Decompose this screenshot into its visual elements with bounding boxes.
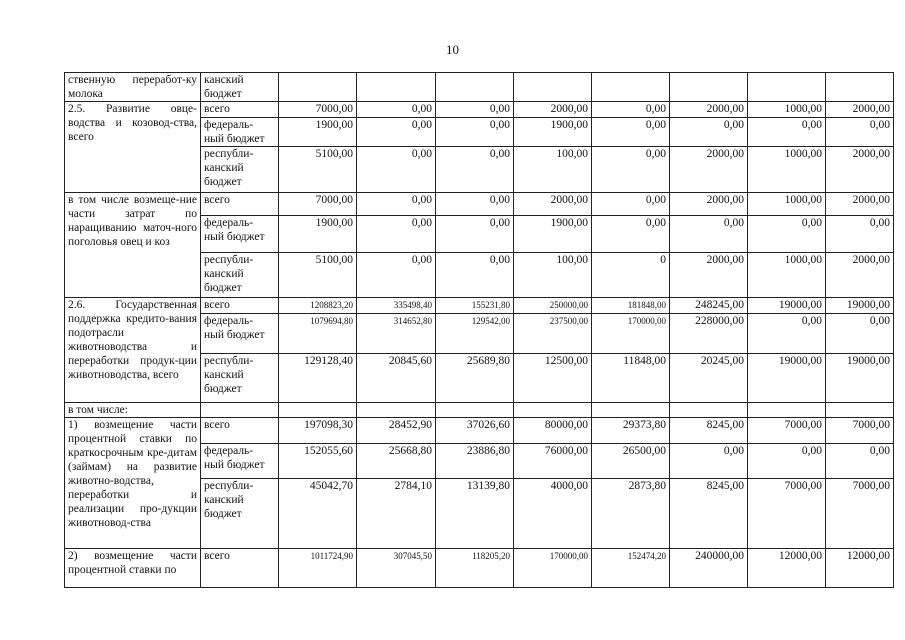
funding-source-cell: федераль- ный бюджет [201, 314, 279, 354]
funding-source-cell: федераль- ный бюджет [201, 118, 279, 147]
program-cell: 2) возмещение части процентной ставки по [65, 549, 201, 588]
funding-source-cell: всего [201, 193, 279, 216]
table-row [65, 73, 894, 102]
value-cell: 0,00 [826, 444, 894, 479]
value-cell: 0,00 [436, 118, 514, 147]
value-cell: 314652,80 [357, 314, 436, 354]
value-cell: 0,00 [436, 102, 514, 118]
value-cell: 13139,80 [436, 479, 514, 549]
value-cell: 1000,00 [748, 193, 826, 216]
value-cell [514, 403, 592, 418]
value-cell: 45042,70 [279, 479, 357, 549]
funding-source-cell: федераль- ный бюджет [201, 216, 279, 253]
value-cell: 1000,00 [748, 253, 826, 298]
value-cell: 0,00 [357, 216, 436, 253]
value-cell: 0,00 [748, 314, 826, 354]
value-cell: 25689,80 [436, 354, 514, 403]
value-cell: 0,00 [592, 102, 670, 118]
value-cell [826, 403, 894, 418]
value-cell: 335498,40 [357, 298, 436, 314]
value-cell: 250000,00 [514, 298, 592, 314]
value-cell: 2000,00 [826, 193, 894, 216]
value-cell: 12500,00 [514, 354, 592, 403]
funding-source-cell: всего [201, 298, 279, 314]
value-cell: 2873,80 [592, 479, 670, 549]
value-cell: 2000,00 [826, 147, 894, 193]
value-cell [357, 403, 436, 418]
value-cell: 2000,00 [670, 102, 748, 118]
program-cell: 1) возмещение части процентной ставки по краткосрочным кре-дитам (займам) на развитие животно-водства, переработки и реализации про-дукции животновод-ства [65, 418, 201, 549]
value-cell: 237500,00 [514, 314, 592, 354]
value-cell: 7000,00 [826, 479, 894, 549]
value-cell: 7000,00 [748, 479, 826, 549]
value-cell: 0,00 [436, 147, 514, 193]
value-cell [826, 73, 894, 102]
value-cell [670, 403, 748, 418]
value-cell: 2000,00 [826, 102, 894, 118]
value-cell: 1900,00 [279, 118, 357, 147]
value-cell: 0,00 [670, 216, 748, 253]
funding-source-cell: канский бюджет [201, 73, 279, 102]
funding-source-cell: республи- канский бюджет [201, 354, 279, 403]
value-cell: 0,00 [357, 118, 436, 147]
value-cell [514, 73, 592, 102]
value-cell: 0,00 [670, 118, 748, 147]
value-cell: 248245,00 [670, 298, 748, 314]
value-cell: 170000,00 [592, 314, 670, 354]
value-cell: 23886,80 [436, 444, 514, 479]
value-cell [592, 403, 670, 418]
value-cell: 12000,00 [748, 549, 826, 588]
value-cell: 2000,00 [670, 193, 748, 216]
value-cell: 1900,00 [279, 216, 357, 253]
value-cell: 7000,00 [826, 418, 894, 444]
value-cell: 181848,00 [592, 298, 670, 314]
table-row [65, 298, 894, 314]
value-cell: 0,00 [826, 216, 894, 253]
value-cell: 152474,20 [592, 549, 670, 588]
value-cell: 2000,00 [670, 147, 748, 193]
page-number: 10 [446, 42, 459, 57]
value-cell: 1900,00 [514, 216, 592, 253]
value-cell: 0,00 [357, 147, 436, 193]
value-cell: 155231,80 [436, 298, 514, 314]
value-cell: 0,00 [592, 193, 670, 216]
value-cell: 1208823,20 [279, 298, 357, 314]
funding-source-cell: республи- канский бюджет [201, 253, 279, 298]
value-cell: 2000,00 [670, 253, 748, 298]
table-row [65, 403, 894, 418]
value-cell: 11848,00 [592, 354, 670, 403]
value-cell: 5100,00 [279, 147, 357, 193]
value-cell: 100,00 [514, 253, 592, 298]
value-cell: 2784,10 [357, 479, 436, 549]
value-cell: 0,00 [748, 118, 826, 147]
value-cell: 20845,60 [357, 354, 436, 403]
funding-source-cell [201, 403, 279, 418]
table-row [65, 549, 894, 588]
program-cell: 2.6. Государственная поддержка кредито-вания подотрасли животноводства и переработки продук-ции животноводства, всего [65, 298, 201, 403]
value-cell: 80000,00 [514, 418, 592, 444]
value-cell: 0,00 [436, 216, 514, 253]
value-cell: 100,00 [514, 147, 592, 193]
value-cell: 19000,00 [748, 298, 826, 314]
value-cell: 5100,00 [279, 253, 357, 298]
program-cell: 2.5. Развитие овце-водства и козовод-ства, всего [65, 102, 201, 193]
value-cell: 0 [592, 253, 670, 298]
funding-source-cell: федераль- ный бюджет [201, 444, 279, 479]
value-cell: 0,00 [592, 118, 670, 147]
value-cell: 0,00 [436, 193, 514, 216]
value-cell: 170000,00 [514, 549, 592, 588]
value-cell: 197098,30 [279, 418, 357, 444]
value-cell: 129542,00 [436, 314, 514, 354]
value-cell: 7000,00 [748, 418, 826, 444]
value-cell: 7000,00 [279, 102, 357, 118]
program-cell: в том числе возмеще-ние части затрат по наращиванию маточ-ного поголовья овец и коз [65, 193, 201, 298]
value-cell [748, 73, 826, 102]
value-cell: 0,00 [357, 102, 436, 118]
funding-source-cell: республи- канский бюджет [201, 147, 279, 193]
value-cell: 0,00 [357, 253, 436, 298]
value-cell: 307045,50 [357, 549, 436, 588]
value-cell: 1000,00 [748, 147, 826, 193]
value-cell [279, 403, 357, 418]
value-cell: 1011724,90 [279, 549, 357, 588]
value-cell: 0,00 [357, 193, 436, 216]
funding-source-cell: республи- канский бюджет [201, 479, 279, 549]
value-cell: 19000,00 [826, 354, 894, 403]
value-cell: 26500,00 [592, 444, 670, 479]
value-cell: 1079694,80 [279, 314, 357, 354]
value-cell: 7000,00 [279, 193, 357, 216]
funding-source-cell: всего [201, 549, 279, 588]
value-cell: 29373,80 [592, 418, 670, 444]
value-cell: 12000,00 [826, 549, 894, 588]
value-cell [436, 73, 514, 102]
value-cell [357, 73, 436, 102]
value-cell: 0,00 [592, 147, 670, 193]
value-cell: 76000,00 [514, 444, 592, 479]
value-cell: 37026,60 [436, 418, 514, 444]
value-cell: 0,00 [670, 444, 748, 479]
value-cell [279, 73, 357, 102]
value-cell: 240000,00 [670, 549, 748, 588]
value-cell: 2000,00 [514, 193, 592, 216]
value-cell: 1900,00 [514, 118, 592, 147]
value-cell: 8245,00 [670, 418, 748, 444]
value-cell: 8245,00 [670, 479, 748, 549]
value-cell [592, 73, 670, 102]
value-cell: 20245,00 [670, 354, 748, 403]
value-cell [670, 73, 748, 102]
value-cell: 0,00 [748, 444, 826, 479]
budget-table [64, 72, 894, 588]
table-row [65, 193, 894, 216]
funding-source-cell: всего [201, 102, 279, 118]
value-cell: 1000,00 [748, 102, 826, 118]
funding-source-cell: всего [201, 418, 279, 444]
value-cell [436, 403, 514, 418]
program-cell: ственную переработ-ку молока [65, 73, 201, 102]
value-cell: 2000,00 [514, 102, 592, 118]
value-cell: 152055,60 [279, 444, 357, 479]
value-cell: 0,00 [436, 253, 514, 298]
value-cell: 0,00 [592, 216, 670, 253]
value-cell: 2000,00 [826, 253, 894, 298]
value-cell: 0,00 [748, 216, 826, 253]
value-cell: 4000,00 [514, 479, 592, 549]
value-cell: 19000,00 [826, 298, 894, 314]
value-cell: 118205,20 [436, 549, 514, 588]
value-cell: 0,00 [826, 118, 894, 147]
value-cell: 129128,40 [279, 354, 357, 403]
value-cell: 228000,00 [670, 314, 748, 354]
value-cell [748, 403, 826, 418]
value-cell: 0,00 [826, 314, 894, 354]
value-cell: 25668,80 [357, 444, 436, 479]
table-row [65, 418, 894, 444]
table-row [65, 102, 894, 118]
program-cell: в том числе: [65, 403, 201, 418]
value-cell: 19000,00 [748, 354, 826, 403]
value-cell: 28452,90 [357, 418, 436, 444]
